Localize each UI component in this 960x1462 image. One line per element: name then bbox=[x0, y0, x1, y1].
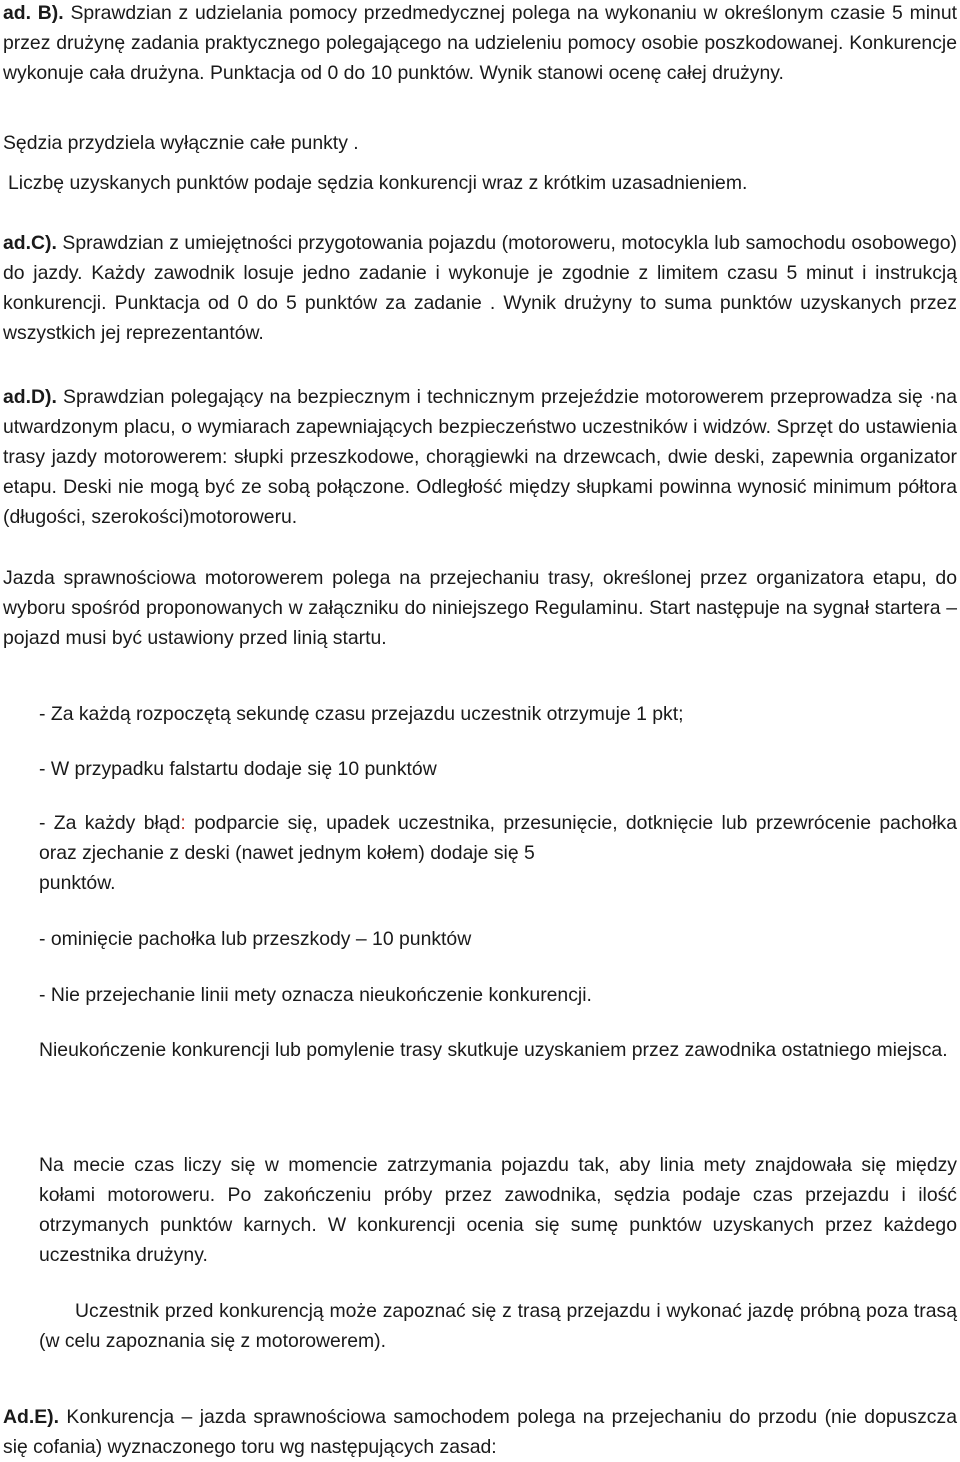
section-b-judge-whole: Sędzia przydziela wyłącznie całe punkty . bbox=[3, 132, 359, 154]
rule-error-end: punktów. bbox=[39, 872, 116, 894]
section-d-paragraph bbox=[3, 382, 957, 532]
section-c-paragraph bbox=[3, 228, 957, 348]
finish-time-paragraph: Na mecie czas liczy się w momencie zatrzymania pojazdu tak, aby linia mety znajdowała się między kołami motoroweru. Po zakończeniu próby przez zawodnika, sędzia podaje czas przejazdu i ilość otrzymanych punktów karnych. W konkurencji ocenia się sumę punktów uzyskanych przez każdego uczestnika drużyny. bbox=[39, 1154, 957, 1266]
section-d-label: ad.D). bbox=[3, 386, 57, 408]
rule-error-colon: : bbox=[180, 812, 186, 834]
section-c-label: ad.C). bbox=[3, 232, 57, 254]
rule-error bbox=[39, 808, 957, 898]
rule-second: - Za każdą rozpoczętą sekundę czasu przejazdu uczestnik otrzymuje 1 pkt; bbox=[39, 703, 684, 725]
section-b-judge-reports: Liczbę uzyskanych punktów podaje sędzia konkurencji wraz z krótkim uzasadnieniem. bbox=[8, 172, 748, 194]
rule-error-prefix: - Za każdy błąd bbox=[39, 812, 181, 834]
rule-finish-line: - Nie przejechanie linii mety oznacza nieukończenie konkurencji. bbox=[39, 984, 592, 1006]
rule-false-start: - W przypadku falstartu dodaje się 10 punktów bbox=[39, 758, 437, 780]
section-e-label: Ad.E). bbox=[3, 1406, 60, 1428]
section-e-paragraph bbox=[3, 1402, 957, 1462]
section-d-course: Jazda sprawnościowa motorowerem polega na przejechaniu trasy, określonej przez organizatora etapu, do wyboru spośród proponowanych w załączniku do niniejszego Regulaminu. Start następuje na sygnał startera – pojazd musi być ustawiony przed linią startu. bbox=[3, 567, 957, 649]
not-finished-paragraph: Nieukończenie konkurencji lub pomylenie trasy skutkuje uzyskaniem przez zawodnika ostatniego miejsca. bbox=[39, 1039, 948, 1061]
section-e-text: Konkurencja – jazda sprawnościowa samochodem polega na przejechaniu do przodu (nie dopuszcza się cofania) wyznaczonego toru wg następujących zasad: bbox=[3, 1406, 957, 1458]
section-b-label: ad. B). bbox=[3, 2, 64, 24]
rule-error-rest: podparcie się, upadek uczestnika, przesunięcie, dotknięcie lub przewrócenie pachołka oraz zjechanie z deski (nawet jednym kołem) dodaje się 5 bbox=[39, 812, 957, 864]
section-d-text: Sprawdzian polegający na bezpiecznym i technicznym przejeździe motorowerem przeprowadza się ·na utwardzonym placu, o wymiarach zapewniających bezpieczeństwo uczestników i widzów. Sprzęt do ustawienia trasy jazdy motorowerem: słupki przeszkodowe, chorągiewki na drzewcach, dwie deski, zapewnia organizator etapu. Deski nie mogą być ze sobą połączone. Odległość między słupkami powinna wynosić minimum półtora (długości, szerokości)motoroweru. bbox=[3, 386, 957, 528]
section-b-text: Sprawdzian z udzielania pomocy przedmedycznej polega na wykonaniu w określonym czasie 5 minut przez drużynę zadania praktycznego polegającego na udzieleniu pomocy osobie poszkodowanej. Konkurencje wykonuje cała drużyna. Punktacja od 0 do 10 punktów. Wynik stanowi ocenę całej drużyny. bbox=[3, 2, 957, 84]
trial-run-paragraph: Uczestnik przed konkurencją może zapoznać się z trasą przejazdu i wykonać jazdę próbną poza trasą (w celu zapoznania się z motorowerem). bbox=[39, 1300, 957, 1352]
section-c-text: Sprawdzian z umiejętności przygotowania pojazdu (motoroweru, motocykla lub samochodu osobowego) do jazdy. Każdy zawodnik losuje jedno zadanie i wykonuje je zgodnie z limitem czasu 5 minut i instrukcją konkurencji. Punktacja od 0 do 5 punktów za zadanie . Wynik drużyny to suma punktów uzyskanych przez wszystkich jej reprezentantów. bbox=[3, 232, 957, 344]
section-b-paragraph bbox=[3, 0, 957, 88]
rule-missed-cone: - ominięcie pachołka lub przeszkody – 10 punktów bbox=[39, 928, 472, 950]
